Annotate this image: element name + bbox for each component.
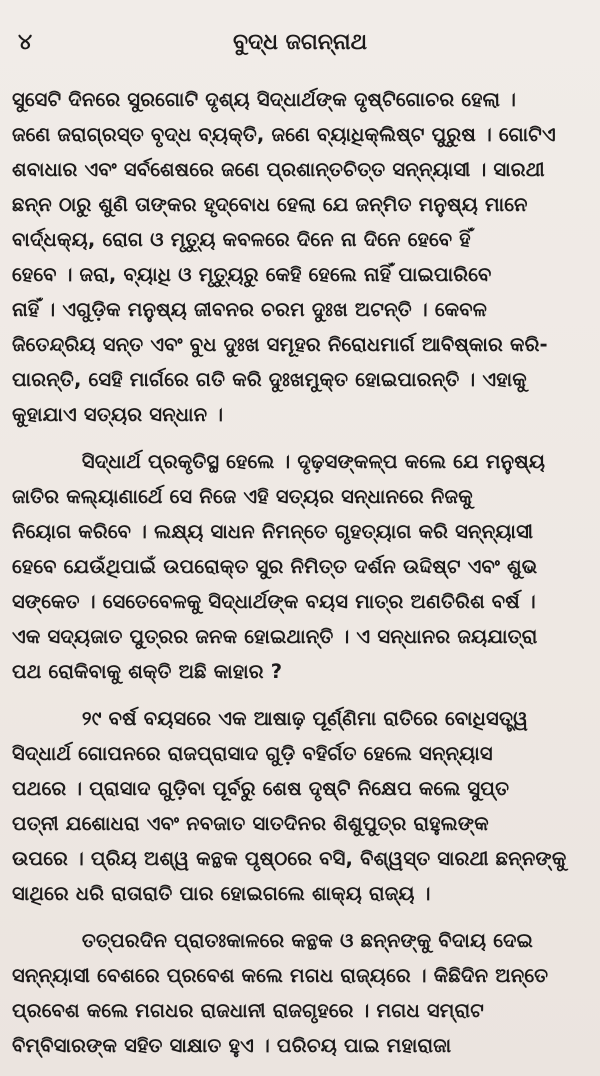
text-line: ସାଥିରେ ଧରି ରାତାରାତି ପାର ହୋଇଗଲେ ଶାକ୍ୟ ରାଜ୍ୟ । [12, 882, 431, 905]
running-title: ବୁଦ୍ଧ ଜଗନ୍ନାଥ [232, 30, 368, 55]
body-text [12, 82, 590, 1063]
text-line: ୨୯ ବର୍ଷ ବୟସରେ ଏକ ଆଷାଢ଼ ପୂର୍ଣ୍ଣିମା ରାତିରେ ବୋଧିସତ୍ତ୍ୱ [12, 707, 528, 730]
text-line: ପାରନ୍ତି, ସେହି ମାର୍ଗରେ ଗତି କରି ଦୁଃଖମୁକ୍ତ ହୋଇପାରନ୍ତି । ଏହାକୁ [12, 368, 527, 391]
page-header [0, 30, 600, 64]
text-line: ଏକ ସଦ୍ୟଜାତ ପୁତ୍ରର ଜନକ ହୋଇଥାନ୍ତି । ଏ ସନ୍ଧାନର ଜୟଯାତ୍ରା [12, 625, 538, 648]
text-line: ଶବାଧାର ଏବଂ ସର୍ବଶେଷରେ ଜଣେ ପ୍ରଶାନ୍ତଚିତ୍ତ ସନ୍ନ୍ୟାସୀ । ସାରଥୀ [12, 158, 545, 181]
text-line: ସୁସେଟି ଦିନରେ ସୁରଗୋଟି ଦୃଶ୍ୟ ସିଦ୍ଧାର୍ଥଙ୍କ ଦୃଷ୍ଟିଗୋଚର ହେଲା । [12, 88, 517, 111]
text-line: ନିୟୋଗ କରିବେ । ଲକ୍ଷ୍ୟ ସାଧନ ନିମନ୍ତେ ଗୃହତ୍ୟାଗ କରି ସନ୍ନ୍ୟାସୀ [12, 520, 534, 543]
text-line: ଛନ୍ନ ଠାରୁ ଶୁଣି ତାଙ୍କର ହୃଦ୍‌ବୋଧ ହେଲା ଯେ ଜନ୍ମିତ ମନୁଷ୍ୟ ମାନେ [12, 193, 528, 216]
text-line: ବାର୍ଦ୍ଧକ୍ୟ, ରୋଗ ଓ ମୃତ୍ୟୁ କବଳରେ ଦିନେ ନା ଦିନେ ହେବେ ହିଁ [12, 228, 471, 251]
text-line: ହେବେ ଯେଉଁଥିପାଇଁ ଉପରୋକ୍ତ ସୁର ନିମିତ୍ତ ଦର୍ଶନ ଉଦ୍ଦିଷ୍ଟ ଏବଂ ଶୁଭ [12, 555, 538, 578]
paragraph-1 [12, 82, 590, 432]
text-line: ପଥ ରୋକିବାକୁ ଶକ୍ତି ଅଛି କାହାର ? [12, 660, 283, 683]
text-line: ପଥରେ । ପ୍ରାସାଦ ଗୁଡ଼ିବା ପୂର୍ବରୁ ଶେଷ ଦୃଷ୍ଟି ନିକ୍ଷେପ କଲେ ସୁପ୍ତ [12, 777, 510, 800]
text-line: ହେବେ । ଜରା, ବ୍ୟାଧି ଓ ମୃତ୍ୟୁରୁ କେହି ହେଲେ ନାହିଁ ପାଇପାରିବେ [12, 263, 492, 286]
text-line: ସନ୍ନ୍ୟାସୀ ବେଶରେ ପ୍ରବେଶ କଲେ ମଗଧ ରାଜ୍ୟରେ । କିଛିଦିନ ଅନ୍ତେ [12, 964, 549, 987]
text-line: ସିଦ୍ଧାର୍ଥ ଗୋପନରେ ରାଜପ୍ରାସାଦ ଗୁଡ଼ି ବହିର୍ଗତ ହେଲେ ସନ୍ନ୍ୟାସ [12, 742, 493, 765]
text-line: ସଙ୍କେତ । ସେତେବେଳକୁ ସିଦ୍ଧାର୍ଥଙ୍କ ବୟସ ମାତ୍ର ଅଣତିରିଶ ବର୍ଷ । [12, 590, 536, 613]
text-line: ଉପରେ । ପ୍ରିୟ ଅଶ୍ୱ କନ୍ଥକ ପୃଷ୍ଠରେ ବସି, ବିଶ୍ୱସ୍ତ ସାରଥୀ ଛନ୍ନଙ୍କୁ [12, 847, 567, 870]
text-line: ବିମ୍ବିସାରଙ୍କ ସହିତ ସାକ୍ଷାତ ହୁଏ । ପରିଚୟ ପାଇ ମହାରାଜା [12, 1034, 452, 1057]
paragraph-3 [12, 701, 590, 911]
text-line: ପତ୍ନୀ ଯଶୋଧରା ଏବଂ ନବଜାତ ସାତଦିନର ଶିଶୁପୁତ୍ର ରାହୁଲଙ୍କ [12, 812, 489, 835]
text-line: ନାହିଁ । ଏଗୁଡ଼ିକ ମନୁଷ୍ୟ ଜୀବନର ଚରମ ଦୁଃଖ ଅଟନ୍ତି । କେବଳ [12, 298, 487, 321]
text-line: ଜଣେ ଜରାଗ୍ରସ୍ତ ବୃଦ୍ଧ ବ୍ୟକ୍ତି, ଜଣେ ବ୍ୟାଧିକ୍ଲିଷ୍ଟ ପୁରୁଷ । ଗୋଟିଏ [12, 123, 556, 146]
paragraph-4 [12, 923, 590, 1063]
page-number: ୪ [18, 30, 33, 55]
text-line: ଜାତିର କଲ୍ୟାଣାର୍ଥେ ସେ ନିଜେ ଏହି ସତ୍ୟର ସନ୍ଧାନରେ ନିଜକୁ [12, 485, 473, 508]
paragraph-2 [12, 444, 590, 689]
text-line: ପ୍ରବେଶ କଲେ ମଗଧର ରାଜଧାନୀ ରାଜଗୃହରେ । ମଗଧ ସମ୍ରାଟ [12, 999, 484, 1022]
text-line: ତତ୍ପରଦିନ ପ୍ରାତଃକାଳରେ କନ୍ଥକ ଓ ଛନ୍ନଙ୍କୁ ବିଦାୟ ଦେଇ [12, 929, 534, 952]
text-line: କୁହାଯାଏ ସତ୍ୟର ସନ୍ଧାନ । [12, 403, 224, 426]
text-line: ଜିତେନ୍ଦ୍ରିୟ ସନ୍ତ ଏବଂ ବୁଧ ଦୁଃଖ ସମୂହର ନିରୋଧମାର୍ଗ ଆବିଷ୍କାର କରି- [12, 333, 548, 356]
text-line: ସିଦ୍ଧାର୍ଥ ପ୍ରକୃତିସ୍ଥ ହେଲେ । ଦୃଢ଼ସଙ୍କଳ୍ପ କଲେ ଯେ ମନୁଷ୍ୟ [12, 450, 546, 473]
